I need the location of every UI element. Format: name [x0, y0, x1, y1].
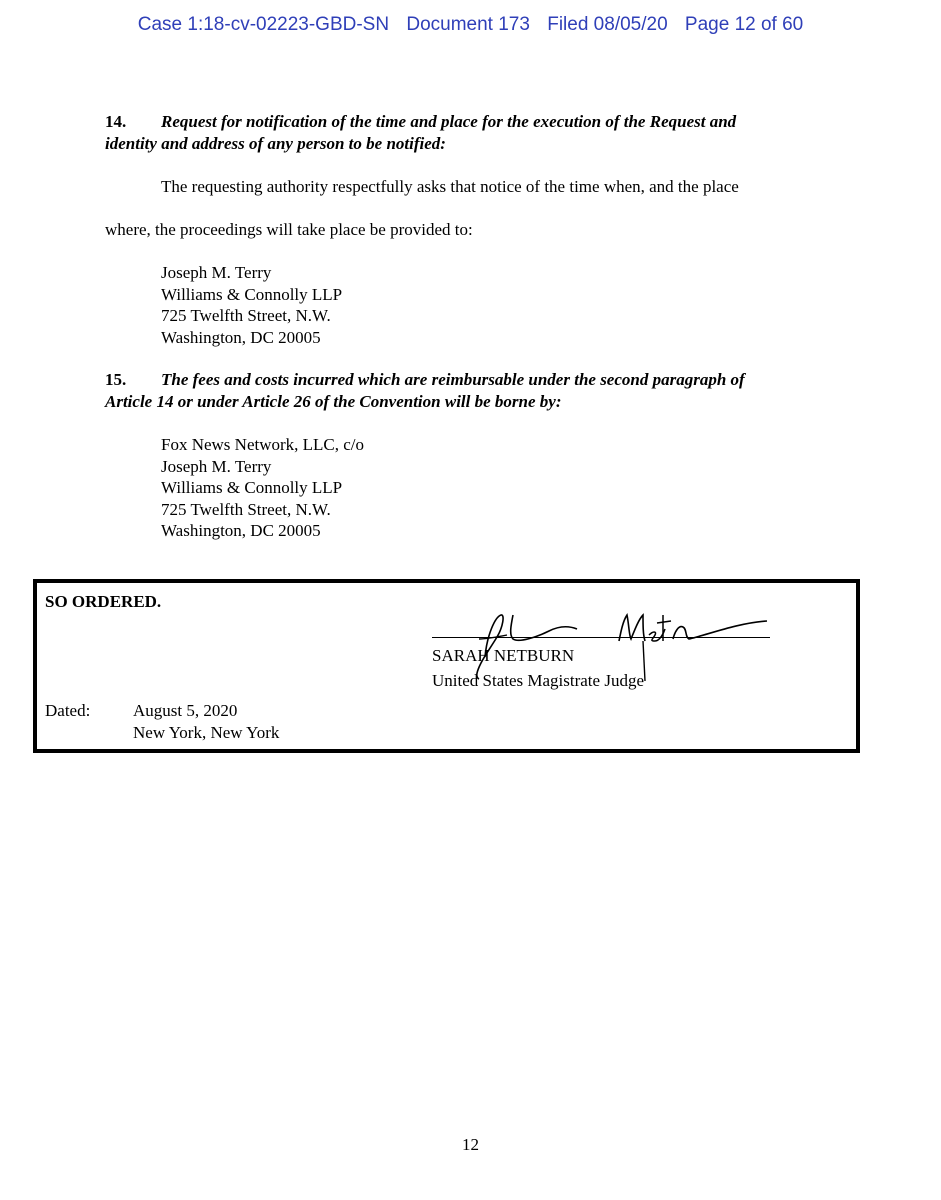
address-line: 725 Twelfth Street, N.W.: [161, 306, 331, 325]
so-ordered-label: SO ORDERED.: [45, 592, 162, 611]
document-number: Document 173: [406, 14, 530, 35]
section-14-heading-line1: Request for notification of the time and place for the execution of the Request and: [161, 112, 737, 131]
section-14-heading: [105, 111, 825, 154]
section-14-number: 14.: [105, 112, 127, 131]
address-line: Joseph M. Terry: [161, 263, 272, 282]
filed-date: Filed 08/05/20: [547, 14, 668, 35]
address-line: Williams & Connolly LLP: [161, 284, 343, 304]
judge-title: United States Magistrate Judge: [432, 671, 644, 690]
section-14-address: [161, 262, 342, 348]
address-line: 725 Twelfth Street, N.W.: [161, 499, 331, 519]
ecf-header: [0, 14, 941, 36]
dated-label: Dated:: [45, 701, 91, 720]
signature-line: [432, 637, 770, 638]
section-15-address: [161, 434, 364, 542]
case-number: Case 1:18-cv-02223-GBD-SN: [137, 14, 390, 35]
page-indicator: Page 12 of 60: [684, 14, 804, 35]
dated-place: New York, New York: [133, 723, 280, 742]
address-line: Joseph M. Terry: [161, 456, 272, 476]
order-box: [33, 579, 860, 753]
dated-date: August 5, 2020: [133, 701, 238, 720]
section-15-heading-line1: The fees and costs incurred which are reimbursable under the second paragraph of: [161, 370, 745, 389]
section-14-body-line2: where, the proceedings will take place be provided to:: [105, 220, 473, 239]
section-15-heading: [105, 369, 825, 412]
judge-name: SARAH NETBURN: [432, 646, 575, 665]
address-line: Williams & Connolly LLP: [161, 478, 343, 497]
address-line: Washington, DC 20005: [161, 521, 321, 540]
section-14-body-line1: The requesting authority respectfully asks that notice of the time when, and the place: [161, 177, 739, 196]
address-line: Washington, DC 20005: [161, 327, 321, 347]
section-14-heading-line2: identity and address of any person to be notified:: [105, 133, 446, 153]
section-15-number: 15.: [105, 370, 127, 389]
section-15-heading-line2: Article 14 or under Article 26 of the Convention will be borne by:: [105, 391, 562, 411]
address-line: Fox News Network, LLC, c/o: [161, 435, 365, 454]
page-number: 12: [462, 1135, 479, 1154]
